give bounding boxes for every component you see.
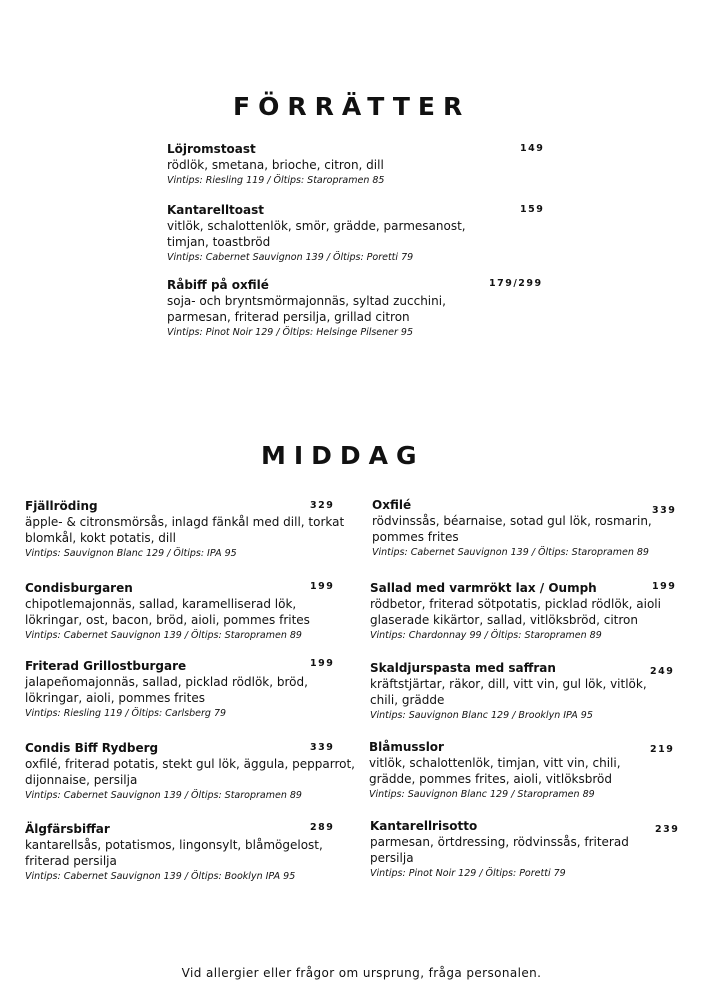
dish-price: 239 xyxy=(655,824,680,835)
dish-price: 329 xyxy=(310,500,335,511)
drink-tips: Vintips: Chardonnay 99 / Öltips: Staropramen 89 xyxy=(370,630,602,641)
dish-description: vitlök, schalottenlök, smör, grädde, parmesanost, timjan, toastbröd xyxy=(167,219,466,249)
menu-item xyxy=(370,580,692,643)
menu-item xyxy=(167,141,477,188)
drink-tips: Vintips: Sauvignon Blanc 129 / Öltips: IPA 95 xyxy=(25,548,237,559)
dish-price: 339 xyxy=(652,505,677,516)
drink-tips: Vintips: Riesling 119 / Öltips: Staropramen 85 xyxy=(167,175,385,186)
dish-name: Condis Biff Rydberg xyxy=(25,741,159,755)
dish-price: 289 xyxy=(310,822,335,833)
dish-description: rödlök, smetana, brioche, citron, dill xyxy=(167,158,384,172)
dish-name: Älgfärsbiffar xyxy=(25,822,110,836)
drink-tips: Vintips: Riesling 119 / Öltips: Carlsberg 79 xyxy=(25,708,227,719)
starters-heading: FÖRRÄTTER xyxy=(233,92,471,121)
allergy-note: Vid allergier eller frågor om ursprung, fråga personalen. xyxy=(181,966,542,980)
drink-tips: Vintips: Cabernet Sauvignon 139 / Öltips: Booklyn IPA 95 xyxy=(25,871,296,882)
menu-item xyxy=(25,498,355,561)
dish-description: rödvinssås, béarnaise, sotad gul lök, rosmarin, pommes frites xyxy=(372,514,652,544)
dish-description: soja- och bryntsmörmajonnäs, syltad zucchini, parmesan, friterad persilja, grillad citron xyxy=(167,294,446,324)
drink-tips: Vintips: Cabernet Sauvignon 139 / Öltips: Staropramen 89 xyxy=(372,547,649,558)
dish-description: chipotlemajonnäs, sallad, karamelliserad lök, lökringar, ost, bacon, bröd, aioli, pommes frites xyxy=(25,597,310,627)
dish-name: Skaldjurspasta med saffran xyxy=(370,661,556,675)
dish-description: jalapeñomajonnäs, sallad, picklad rödlök, bröd, lökringar, aioli, pommes frites xyxy=(25,675,308,705)
dish-description: rödbetor, friterad sötpotatis, picklad rödlök, aioli glaserade kikärtor, sallad, vitlöksbröd, citron xyxy=(370,597,661,627)
dish-name: Blåmusslor xyxy=(369,740,444,754)
dish-price: 159 xyxy=(520,204,545,215)
menu-item xyxy=(25,580,355,643)
dish-description: kantarellsås, potatismos, lingonsylt, blåmögelost, friterad persilja xyxy=(25,838,323,868)
menu-item xyxy=(167,202,477,265)
dish-name: Kantarelltoast xyxy=(167,203,265,217)
drink-tips: Vintips: Sauvignon Blanc 129 / Staropramen 89 xyxy=(369,789,595,800)
drink-tips: Vintips: Cabernet Sauvignon 139 / Öltips: Staropramen 89 xyxy=(25,630,302,641)
menu-item xyxy=(25,658,355,721)
dish-name: Condisburgaren xyxy=(25,581,133,595)
dish-price: 249 xyxy=(650,666,675,677)
menu-item xyxy=(25,740,355,803)
menu-item xyxy=(370,660,660,723)
dish-price: 149 xyxy=(520,143,545,154)
dish-name: Fjällröding xyxy=(25,499,98,513)
dish-name: Råbiff på oxfilé xyxy=(167,278,269,292)
dish-price: 199 xyxy=(310,581,335,592)
dish-name: Löjromstoast xyxy=(167,142,256,156)
dinner-heading: MIDDAG xyxy=(261,441,425,470)
drink-tips: Vintips: Cabernet Sauvignon 139 / Öltips: Poretti 79 xyxy=(167,252,414,263)
dish-price: 179/299 xyxy=(489,278,543,289)
dish-name: Sallad med varmrökt lax / Oumph xyxy=(370,581,597,595)
dish-description: vitlök, schalottenlök, timjan, vitt vin, chili, grädde, pommes frites, aioli, vitlöksbröd xyxy=(369,756,621,786)
menu-item xyxy=(370,818,660,881)
dish-price: 199 xyxy=(310,658,335,669)
dish-description: oxfilé, friterad potatis, stekt gul lök, äggula, pepparrot, dijonnaise, persilja xyxy=(25,757,355,787)
menu-item xyxy=(372,497,692,560)
dish-description: parmesan, örtdressing, rödvinssås, friterad persilja xyxy=(370,835,629,865)
dish-description: äpple- & citronsmörsås, inlagd fänkål med dill, torkat blomkål, kokt potatis, dill xyxy=(25,515,345,545)
dish-price: 219 xyxy=(650,744,675,755)
dish-price: 199 xyxy=(652,581,677,592)
dish-price: 339 xyxy=(310,742,335,753)
menu-item xyxy=(167,277,477,340)
drink-tips: Vintips: Cabernet Sauvignon 139 / Öltips: Staropramen 89 xyxy=(25,790,302,801)
drink-tips: Vintips: Sauvignon Blanc 129 / Brooklyn IPA 95 xyxy=(370,710,593,721)
dish-name: Friterad Grillostburgare xyxy=(25,659,187,673)
dish-description: kräftstjärtar, räkor, dill, vitt vin, gul lök, vitlök, chili, grädde xyxy=(370,677,647,707)
drink-tips: Vintips: Pinot Noir 129 / Öltips: Poretti 79 xyxy=(370,868,566,879)
menu-item xyxy=(369,739,649,802)
dish-name: Kantarellrisotto xyxy=(370,819,478,833)
dish-name: Oxfilé xyxy=(372,498,412,512)
menu-item xyxy=(25,821,355,884)
drink-tips: Vintips: Pinot Noir 129 / Öltips: Helsinge Pilsener 95 xyxy=(167,327,414,338)
